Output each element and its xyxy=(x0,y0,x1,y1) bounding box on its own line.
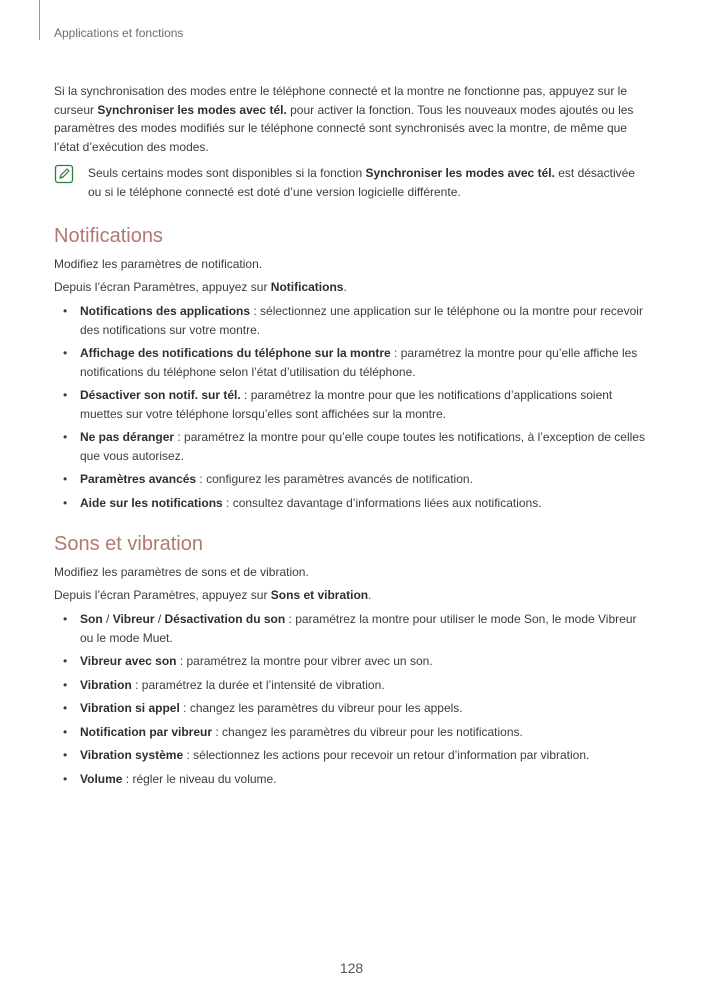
list-item: • Vibreur avec son : paramétrez la montre pour vibrer avec un son. xyxy=(54,652,650,671)
list-item: • Ne pas déranger : paramétrez la montre pour qu’elle coupe toutes les notifications, à l’exception de celles que vous autorisez. xyxy=(54,428,650,465)
note-box xyxy=(54,164,650,201)
intro-bold: Synchroniser les modes avec tél. xyxy=(97,102,287,117)
sounds-desc: Modifiez les paramètres de sons et de vibration. xyxy=(54,565,309,579)
page-number: 128 xyxy=(339,960,364,976)
notifications-desc: Modifiez les paramètres de notification. xyxy=(54,257,263,271)
list-item: • Vibration : paramétrez la durée et l’intensité de vibration. xyxy=(54,676,650,695)
list-item: • Paramètres avancés : configurez les paramètres avancés de notification. xyxy=(54,470,650,489)
sounds-heading: Sons et vibration xyxy=(54,533,203,555)
notifications-list xyxy=(54,302,650,512)
list-item: • Désactiver son notif. sur tél. : paramétrez la montre pour que les notifications d’applications soient muettes sur votre téléphone lorsqu’elles sont affichées sur la montre. xyxy=(54,386,650,423)
list-item: • Vibration si appel : changez les paramètres du vibreur pour les appels. xyxy=(54,699,650,718)
note-text: Seuls certains modes sont disponibles si la fonction Synchroniser les modes avec tél. est désactivée ou si le téléphone connecté est doté d’une version logicielle différente. xyxy=(88,166,635,199)
list-item: • Vibration système : sélectionnez les actions pour recevoir un retour d’information par vibration. xyxy=(54,746,650,765)
header-rule xyxy=(39,0,40,40)
list-item: • Affichage des notifications du téléphone sur la montre : paramétrez la montre pour qu’elle affiche les notifications du téléphone selon l’état d’utilisation du téléphone. xyxy=(54,344,650,381)
intro-paragraph: Si la synchronisation des modes entre le téléphone connecté et la montre ne fonctionne pas, appuyez sur le curseur Synchroniser les modes avec tél. pour activer la fonction. Tous les nouveaux modes ajoutés ou les paramètres des modes modifiés sur le téléphone connecté sont synchronisés avec la montre, de même que l’état d’exécution des modes. xyxy=(54,84,634,154)
notifications-path: Depuis l’écran Paramètres, appuyez sur Notifications. xyxy=(54,279,347,294)
content xyxy=(54,82,650,793)
list-item: • Son / Vibreur / Désactivation du son : paramétrez la montre pour utiliser le mode Son, le mode Vibreur ou le mode Muet. xyxy=(54,610,650,647)
sounds-section xyxy=(54,531,650,788)
sounds-list xyxy=(54,610,650,788)
sounds-path: Depuis l’écran Paramètres, appuyez sur Sons et vibration. xyxy=(54,587,372,602)
list-item: • Notification par vibreur : changez les paramètres du vibreur pour les notifications. xyxy=(54,723,650,742)
list-item: • Volume : régler le niveau du volume. xyxy=(54,770,650,789)
list-item: • Aide sur les notifications : consultez davantage d’informations liées aux notifications. xyxy=(54,494,650,513)
notifications-heading: Notifications xyxy=(54,225,163,247)
list-item: • Notifications des applications : sélectionnez une application sur le téléphone ou la montre pour recevoir des notifications sur votre montre. xyxy=(54,302,650,339)
note-pencil-icon xyxy=(54,164,74,184)
running-header: Applications et fonctions xyxy=(54,26,184,40)
notifications-section xyxy=(54,223,650,512)
